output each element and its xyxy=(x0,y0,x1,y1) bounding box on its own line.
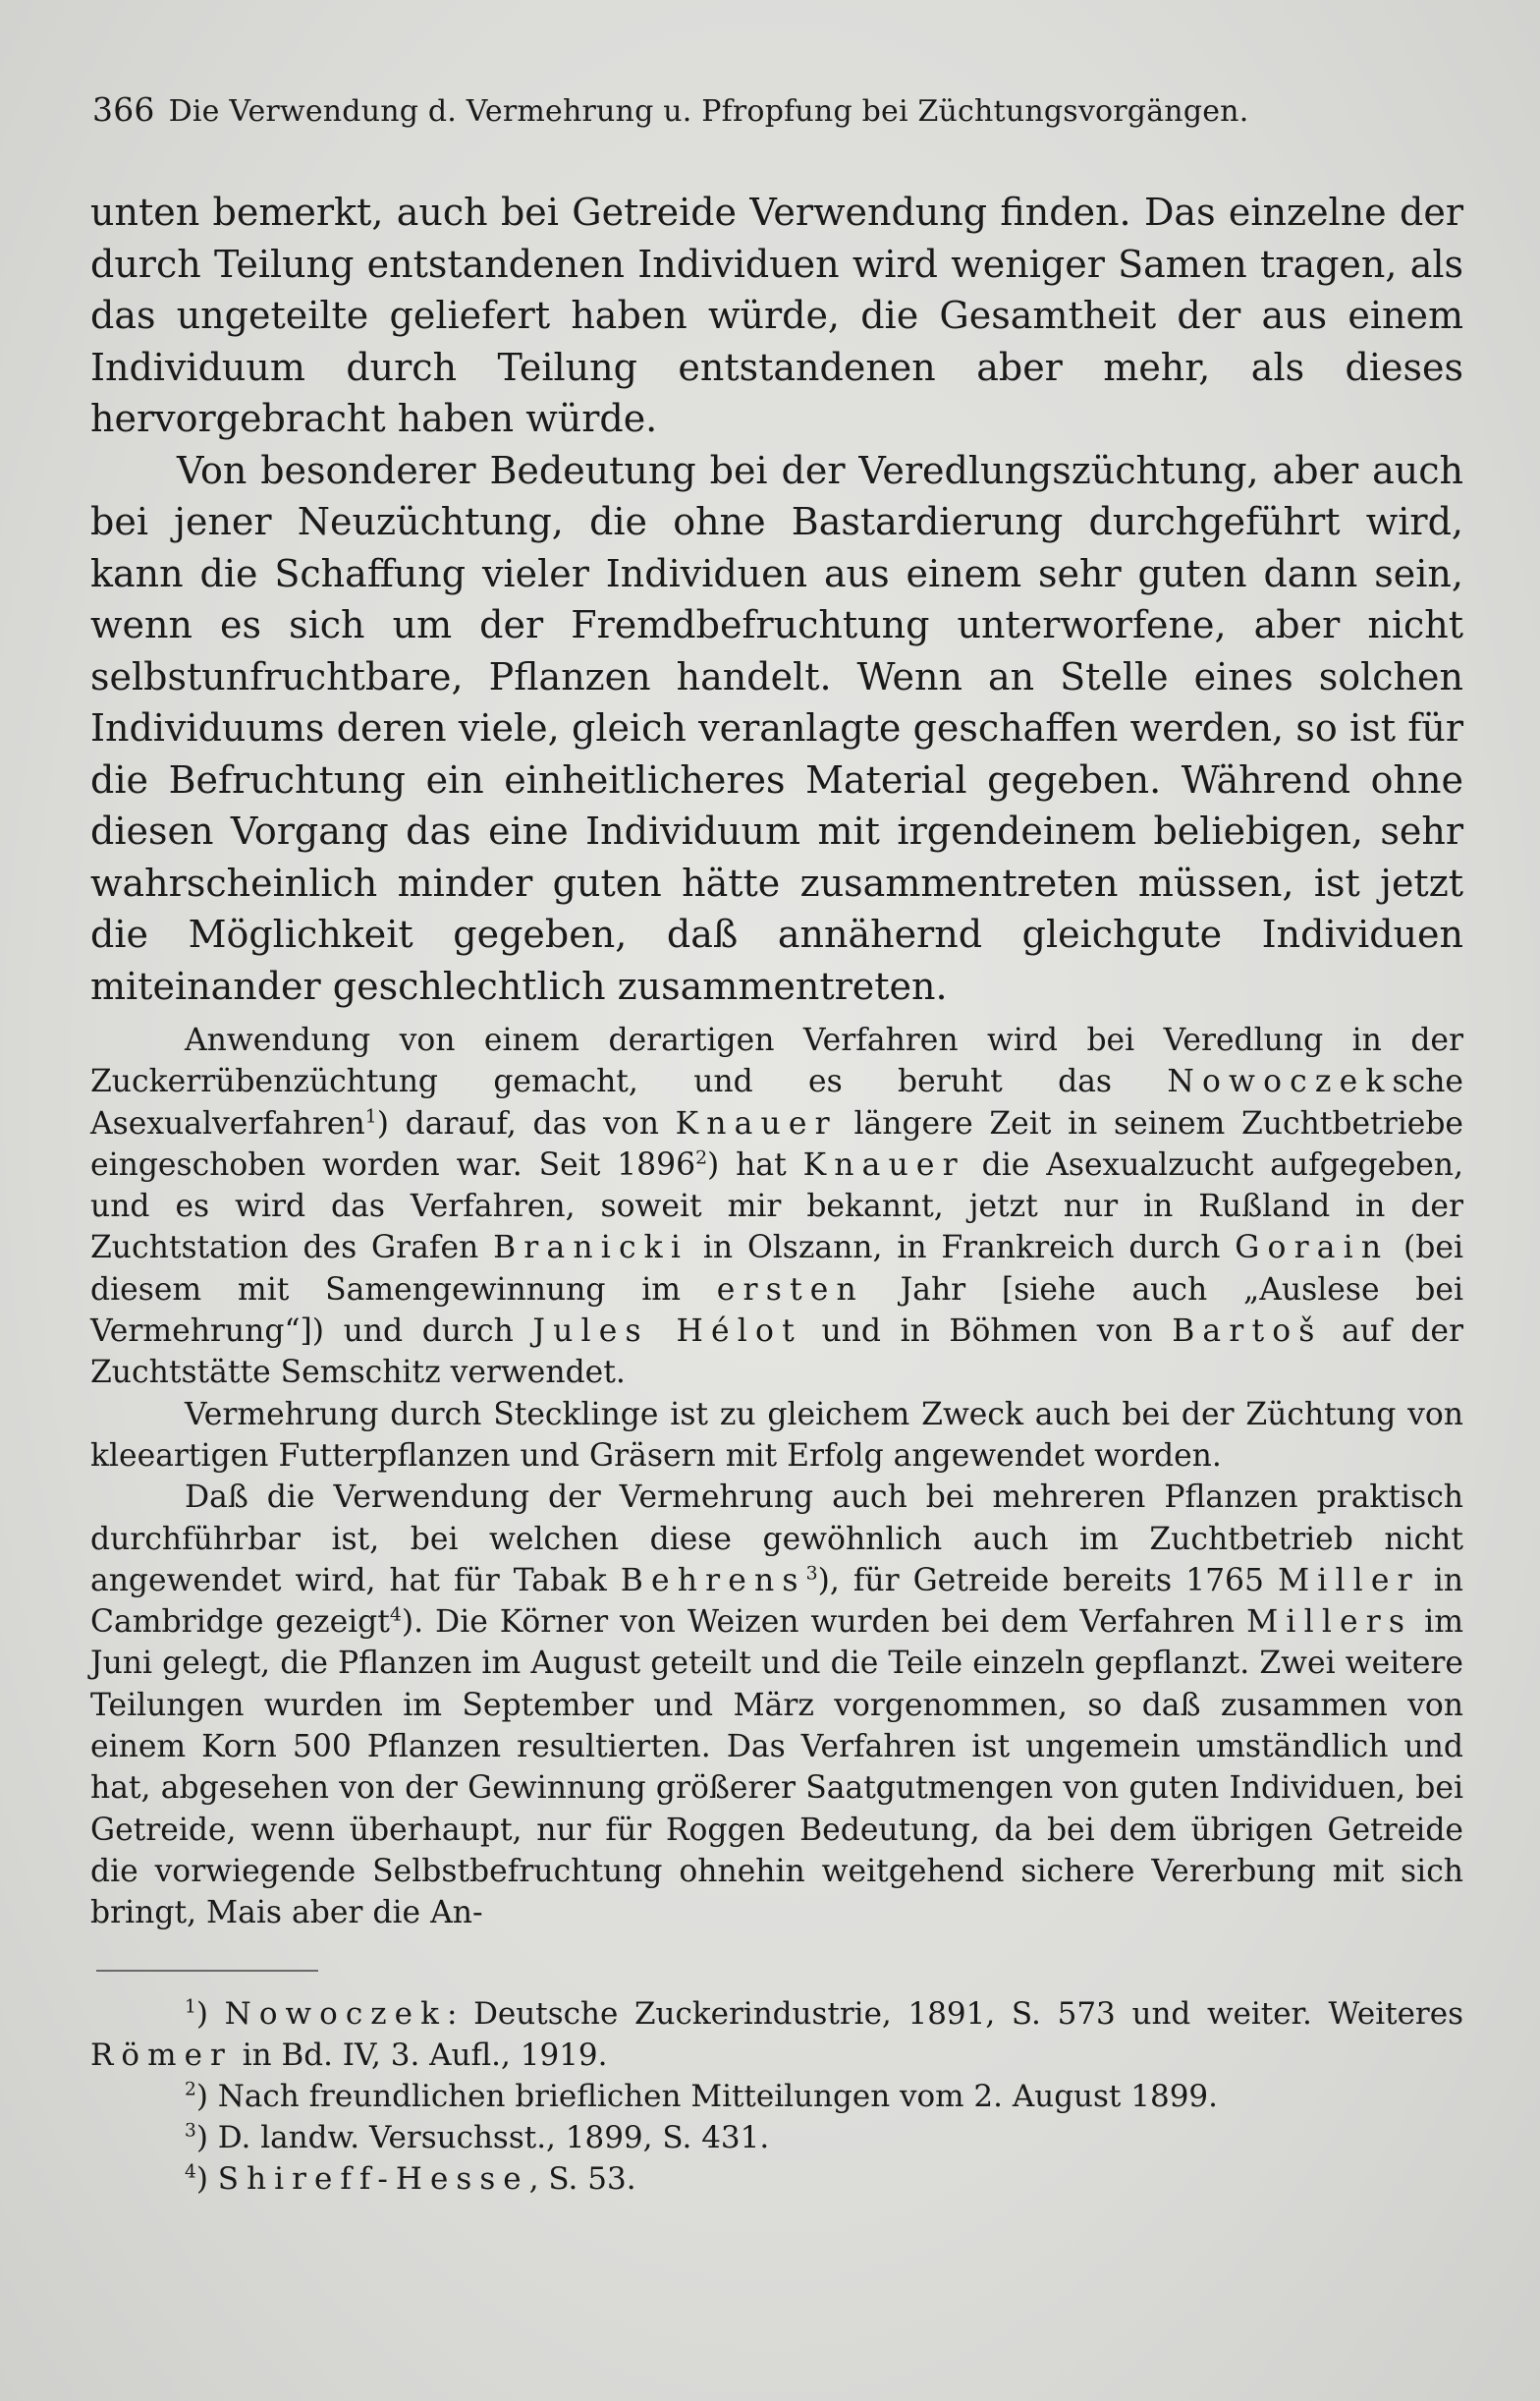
page-number: 366 xyxy=(92,90,155,129)
footnote-divider xyxy=(96,1970,318,1972)
footnote-1: $^1$) Nowoczek: Deutsche Zuckerindustrie, 1891, S. 573 und weiter. Weiteres Römer in Bd. IV, 3. Aufl., 1919. xyxy=(90,1995,1463,2073)
footnote-mark: 1 xyxy=(185,1996,196,2018)
spaced-name: Shireff-Hesse xyxy=(217,2160,529,2197)
main-text xyxy=(90,187,1463,1012)
text-run: (bei diesem mit Samengewinnung im xyxy=(90,1230,1463,1308)
text-run: Anwendung von einem derartigen Verfahren wird bei Veredlung in der Zuckerrübenzüchtung gemacht, und es beruht das xyxy=(90,1023,1463,1100)
footnote-mark: 3 xyxy=(185,2120,196,2142)
text-run: im Juni gelegt, die Pflanzen im August geteilt und die Teile einzeln gepflanzt. Zwei weitere Teilungen wurden im September und März vorgenommen, so daß zusammen von einem Korn 500 Pflanzen resultierten. Das Verfahren ist ungemein umständlich und hat, abgesehen von der Gewinnung größerer Saatgutmengen von guten Individuen, bei Getreide, wenn überhaupt, nur für Roggen Bedeutung, da bei dem übrigen Getreide die vorwiegende Selbstbefruchtung ohnehin weitgehend sichere Vererbung mit sich bringt, Mais aber die An- xyxy=(90,1604,1463,1931)
text-run: Jahr [siehe auch „Auslese bei Vermehrung“]) und durch xyxy=(90,1271,1463,1350)
footnote-4: $^4$) Shireff-Hesse, S. 53. xyxy=(185,2160,636,2197)
spaced-name: Bartoš xyxy=(1172,1313,1323,1350)
spaced-name: Behrens xyxy=(620,1562,806,1598)
text-run: und in Böhmen von xyxy=(801,1313,1173,1350)
spaced-name: Branicki xyxy=(493,1230,689,1266)
text-run: : Deutsche Zuckerindustrie, 1891, S. 573 und weiter. Weiteres xyxy=(446,1995,1463,2032)
footnote-ref: 2 xyxy=(695,1147,708,1169)
footnote-mark: 4 xyxy=(185,2161,196,2183)
text-run: in Cambridge gezeigt xyxy=(90,1562,1463,1641)
footnote-ref: 1 xyxy=(364,1106,377,1128)
text-run: in Bd. IV, 3. Aufl., 1919. xyxy=(232,2037,608,2073)
running-header xyxy=(92,90,1463,132)
spaced-name: Knauer xyxy=(675,1105,838,1142)
footnote-2 xyxy=(90,2076,1463,2117)
text-run: längere Zeit in seinem Zuchtbetriebe eingeschoben worden war. Seit 1896 xyxy=(90,1105,1463,1183)
footnotes xyxy=(90,1993,1463,2200)
spaced-name: Miller xyxy=(1277,1562,1420,1598)
footnote-ref: 4 xyxy=(389,1604,402,1626)
text-run: ) hat xyxy=(707,1146,803,1183)
small-paragraph-2: Vermehrung durch Stecklinge ist zu gleichem Zweck auch bei der Züchtung von kleeartigen Futterpflanzen und Gräsern mit Erfolg angewendet worden. xyxy=(90,1396,1463,1474)
spaced-name: Knauer xyxy=(802,1146,965,1183)
spaced-name: Nowoczek xyxy=(1167,1064,1393,1100)
text-run: die Asexualzucht aufgegeben, und es wird das Verfahren, soweit mir bekannt, jetzt nur in Rußland in der Zuchtstation des Grafen xyxy=(90,1146,1464,1266)
text-run: ). Die Körner von Weizen wurden bei dem Verfahren xyxy=(401,1604,1247,1641)
text-run: ) Nach freundlichen brieflichen Mitteilungen vom 2. August 1899. xyxy=(195,2078,1218,2114)
spaced-name: Römer xyxy=(90,2037,233,2073)
text-run: in Olszann, in Frankreich durch xyxy=(688,1230,1236,1266)
main-paragraph-2: Von besonderer Bedeutung bei der Veredlungszüchtung, aber auch bei jener Neuzüchtung, die ohne Bastardierung durchgeführt wird, kann die Schaffung vieler Individuen aus einem sehr guten dann sein, wenn es sich um der Fremdbefruchtung unterworfene, aber nicht selbstunfruchtbare, Pflanzen handelt. Wenn an Stelle eines solchen Individuums deren viele, gleich veranlagte geschaffen werden, so ist für die Befruchtung ein einheitlicheres Material gegeben. Während ohne diesen Vorgang das eine Individuum mit irgendeinem beliebigen, sehr wahrscheinlich minder guten hätte zusammentreten müssen, ist jetzt die Möglichkeit gegeben, daß annähernd gleichgute Individuen miteinander geschlechtlich zusammentreten. xyxy=(90,448,1463,1008)
text-run: ) D. landw. Versuchsst., 1899, S. 431. xyxy=(195,2119,770,2155)
spaced-name: Nowoczek xyxy=(224,1995,447,2032)
spaced-name: Jules Hélot xyxy=(532,1313,802,1350)
text-run: auf der Zuchtstätte Semschitz verwendet. xyxy=(90,1313,1463,1391)
spaced-name: Millers xyxy=(1246,1604,1413,1641)
footnote-ref: 3 xyxy=(805,1563,818,1585)
footnote-mark: 2 xyxy=(185,2079,196,2100)
small-print-section xyxy=(90,1020,1463,1934)
small-paragraph-3 xyxy=(90,1477,1463,1933)
text-run: ) darauf, das von xyxy=(376,1105,676,1142)
text-run: sche Asexualverfahren xyxy=(90,1064,1463,1142)
running-title: Die Verwendung d. Vermehrung u. Pfropfung bei Züchtungsvorgängen. xyxy=(168,94,1249,129)
spaced-word: ersten xyxy=(716,1271,864,1308)
text-run: Daß die Verwendung der Vermehrung auch bei mehreren Pflanzen praktisch durchführbar ist, bei welchen diese gewöhnlich auch im Zuchtbetrieb nicht angewendet wird, hat für Tabak xyxy=(90,1480,1463,1598)
main-paragraph-1: unten bemerkt, auch bei Getreide Verwendung finden. Das einzelne der durch Teilung entstandenen Individuen wird weniger Samen tragen, als das ungeteilte geliefert haben würde, die Gesamtheit der aus einem Individuum durch Teilung entstandenen aber mehr, als dieses hervorgebracht haben würde. xyxy=(90,191,1463,440)
footnote-3 xyxy=(90,2117,1463,2158)
spaced-name: Gorain xyxy=(1235,1230,1390,1266)
text-run: ), für Getreide bereits 1765 xyxy=(817,1562,1278,1598)
small-paragraph-1 xyxy=(90,1020,1463,1394)
text-run: , S. 53. xyxy=(528,2160,636,2197)
